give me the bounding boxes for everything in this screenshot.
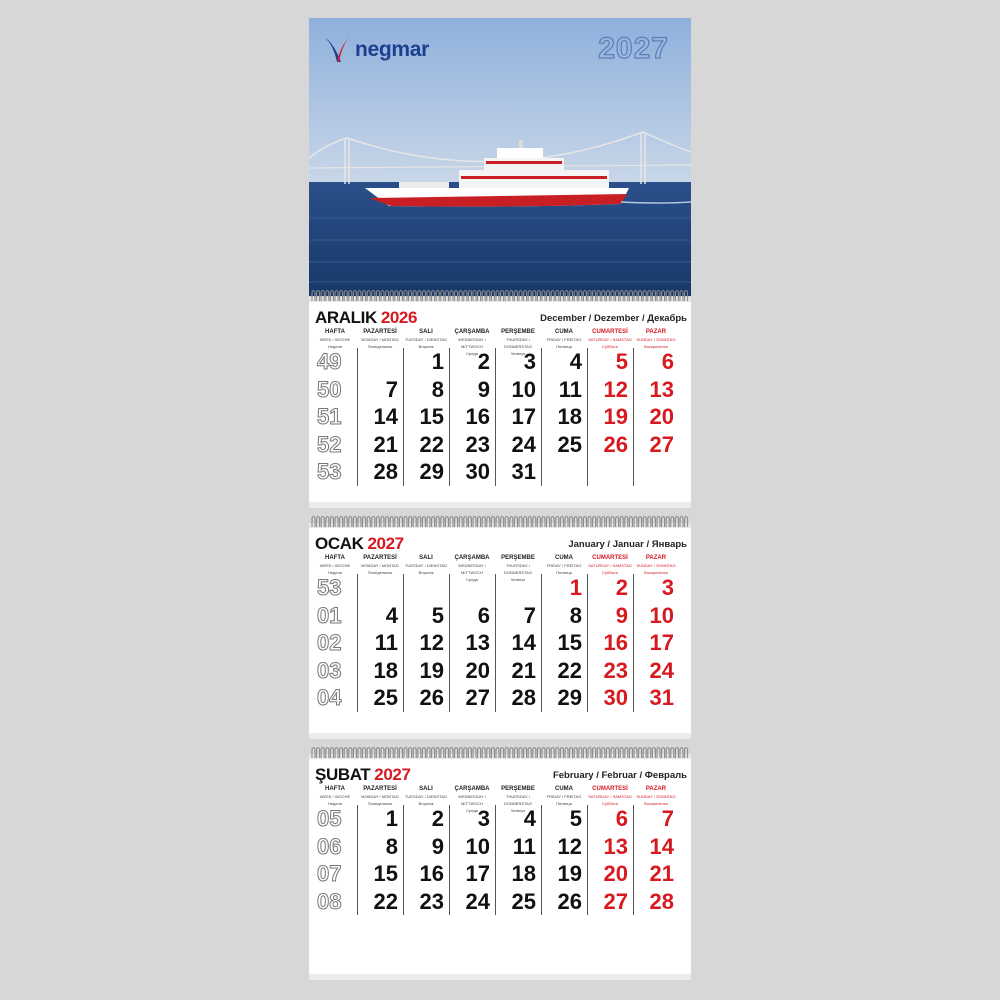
- wall-calendar: [309, 18, 691, 984]
- month-translations: February / Februar / Февраль: [552, 770, 687, 781]
- day-cell: 17: [449, 860, 495, 888]
- day-cell: [449, 574, 495, 602]
- weekday-tr: CUMARTESİ: [592, 786, 628, 792]
- day-cell: 22: [541, 657, 587, 685]
- weekday-tr: CUMA: [555, 329, 573, 335]
- week-row: [313, 348, 687, 376]
- day-cell: 20: [587, 860, 633, 888]
- weekday-header: [541, 328, 587, 348]
- weekday-tr: SALI: [419, 329, 433, 335]
- day-cell: 9: [449, 376, 495, 404]
- day-cell: 8: [357, 833, 403, 861]
- weekday-en: WEDNESDAY / MITTWOCH: [458, 337, 486, 349]
- weekday-header: [313, 554, 357, 574]
- day-cell: 8: [403, 376, 449, 404]
- day-cell: 16: [449, 403, 495, 431]
- day-cell: 5: [541, 805, 587, 833]
- day-cell: 7: [633, 805, 679, 833]
- week-number: 52: [317, 431, 342, 457]
- week-row: [313, 629, 687, 657]
- day-cell: 22: [403, 431, 449, 459]
- weekday-tr: SALI: [419, 786, 433, 792]
- brand-name: negmar: [355, 38, 430, 61]
- week-row: [313, 431, 687, 459]
- weekday-tr: HAFTA: [325, 786, 345, 792]
- day-cell: 12: [403, 629, 449, 657]
- weekday-header: [541, 785, 587, 805]
- day-cell: 6: [633, 348, 679, 376]
- weekday-tr: PAZARTESİ: [363, 329, 397, 335]
- weekday-tr: PERŞEMBE: [501, 329, 535, 335]
- weekday-header: [357, 554, 403, 574]
- week-row: [313, 574, 687, 602]
- month-grid: [313, 328, 687, 486]
- weekday-header: [495, 785, 541, 813]
- day-cell: 16: [587, 629, 633, 657]
- day-cell: 29: [403, 458, 449, 486]
- brand-logo: [323, 34, 429, 66]
- weekday-ru: Понедельник: [367, 570, 393, 575]
- week-number: 51: [317, 404, 342, 429]
- day-cell: 4: [541, 348, 587, 376]
- day-cell: [495, 574, 541, 602]
- day-cell: 20: [449, 657, 495, 685]
- weekday-header: [403, 328, 449, 348]
- day-cell: 19: [541, 860, 587, 888]
- week-number: 49: [317, 349, 342, 374]
- weekday-en: THURSDAY / DONNERSTAG: [504, 337, 532, 349]
- header-year: 2027: [598, 32, 669, 65]
- day-cell: 10: [449, 833, 495, 861]
- weekday-ru: Среда: [466, 351, 478, 356]
- week-number: 02: [317, 630, 342, 655]
- day-cell: 18: [357, 657, 403, 685]
- day-cell: 12: [587, 376, 633, 404]
- day-cell: 17: [633, 629, 679, 657]
- day-cell: 5: [403, 602, 449, 630]
- week-row: [313, 602, 687, 630]
- month-title: [315, 308, 417, 328]
- panel-edge: [309, 733, 691, 739]
- day-cell: 2: [403, 805, 449, 833]
- day-cell: 26: [587, 431, 633, 459]
- weekday-header: [313, 785, 357, 805]
- day-cell: 21: [495, 657, 541, 685]
- day-cell: 26: [403, 684, 449, 712]
- week-number: 03: [317, 657, 342, 683]
- day-cell: 6: [449, 602, 495, 630]
- week-number: 53: [317, 575, 342, 600]
- weekday-header: [357, 785, 403, 805]
- day-cell: 1: [357, 805, 403, 833]
- weekday-tr: CUMA: [555, 555, 573, 561]
- day-cell: 23: [403, 888, 449, 916]
- day-cell: 27: [587, 888, 633, 916]
- weekday-en: TUESDAY / DIENSTAG: [404, 337, 447, 342]
- week-row: [313, 684, 687, 712]
- weekday-header: [495, 554, 541, 582]
- week-number: 04: [317, 685, 342, 710]
- day-cell: 23: [587, 657, 633, 685]
- day-cell: 14: [357, 403, 403, 431]
- day-cell: [541, 458, 587, 486]
- day-cell: 15: [403, 403, 449, 431]
- week-number: 50: [317, 376, 342, 402]
- day-cell: 14: [633, 833, 679, 861]
- weekday-ru: Среда: [466, 577, 478, 582]
- week-number: 01: [317, 602, 342, 628]
- day-cell: 21: [633, 860, 679, 888]
- day-cell: 13: [449, 629, 495, 657]
- spiral-binding: [309, 515, 691, 529]
- day-cell: 10: [495, 376, 541, 404]
- day-cell: 6: [587, 805, 633, 833]
- week-row: [313, 888, 687, 916]
- week-row: [313, 657, 687, 685]
- weekday-tr: CUMARTESİ: [592, 329, 628, 335]
- day-cell: 15: [541, 629, 587, 657]
- weekday-header: [633, 328, 679, 348]
- weekday-tr: PAZARTESİ: [363, 786, 397, 792]
- weekday-ru: Пятница: [556, 801, 572, 806]
- day-cell: 23: [449, 431, 495, 459]
- weekday-en: FRIDAY / FREITAG: [546, 337, 582, 342]
- day-cell: 18: [541, 403, 587, 431]
- month-year: 2027: [367, 534, 404, 553]
- weekday-tr: ÇARŞAMBA: [454, 555, 490, 561]
- day-cell: 26: [541, 888, 587, 916]
- weekday-en: WEDNESDAY / MITTWOCH: [458, 794, 486, 806]
- weekday-tr: PAZARTESİ: [363, 555, 397, 561]
- day-cell: [357, 574, 403, 602]
- day-cell: 18: [495, 860, 541, 888]
- spiral-binding: [309, 746, 691, 760]
- day-cell: 1: [403, 348, 449, 376]
- panel-edge: [309, 974, 691, 980]
- week-row: [313, 403, 687, 431]
- weekday-tr: ÇARŞAMBA: [454, 329, 490, 335]
- day-cell: 11: [357, 629, 403, 657]
- day-cell: 4: [495, 805, 541, 833]
- weekday-en: FRIDAY / FREITAG: [546, 794, 582, 799]
- day-cell: 24: [495, 431, 541, 459]
- weekday-en: MONDAY / MONTAG: [361, 563, 399, 568]
- day-cell: 21: [357, 431, 403, 459]
- weekday-en: SUNDAY / SONNTAG: [636, 794, 676, 799]
- v-swoosh-icon: [323, 34, 353, 66]
- weekday-tr: PAZAR: [645, 555, 667, 561]
- month-grid: [313, 554, 687, 712]
- day-cell: 25: [541, 431, 587, 459]
- day-cell: 5: [587, 348, 633, 376]
- day-cell: 27: [449, 684, 495, 712]
- month-translations: December / Dezember / Декабрь: [540, 313, 687, 324]
- spiral-binding: [309, 289, 691, 303]
- week-row: [313, 376, 687, 404]
- day-cell: 19: [403, 657, 449, 685]
- day-cell: 1: [541, 574, 587, 602]
- weekday-ru: Суббота: [602, 570, 618, 575]
- weekday-ru: Воскресенье: [644, 570, 668, 575]
- day-cell: 3: [449, 805, 495, 833]
- weekday-header: [587, 554, 633, 574]
- weekday-ru: Четверг: [510, 577, 526, 582]
- weekday-tr: PERŞEMBE: [501, 786, 535, 792]
- month-panel-2: [309, 528, 691, 733]
- day-cell: 31: [495, 458, 541, 486]
- weekday-ru: Пятница: [556, 344, 572, 349]
- weekday-ru: Вторник: [418, 801, 434, 806]
- day-cell: 8: [541, 602, 587, 630]
- weekday-tr: ÇARŞAMBA: [454, 786, 490, 792]
- day-cell: 24: [633, 657, 679, 685]
- weekday-en: WEDNESDAY / MITTWOCH: [458, 563, 486, 575]
- day-cell: 3: [633, 574, 679, 602]
- weekday-header: [495, 328, 541, 356]
- weekday-en: FRIDAY / FREITAG: [546, 563, 582, 568]
- week-number: 05: [317, 806, 342, 831]
- month-grid: [313, 785, 687, 915]
- weekday-tr: HAFTA: [325, 329, 345, 335]
- weekday-ru: Вторник: [418, 344, 434, 349]
- weekday-en: SATURDAY / SAMSTAG: [588, 563, 632, 568]
- weekday-en: TUESDAY / DIENSTAG: [404, 563, 447, 568]
- day-cell: 28: [357, 458, 403, 486]
- weekday-header-row: [313, 328, 687, 356]
- weekday-ru: Суббота: [602, 344, 618, 349]
- weekday-ru: Четверг: [510, 351, 526, 356]
- week-number: 08: [317, 888, 342, 914]
- day-cell: 2: [587, 574, 633, 602]
- weekday-header: [541, 554, 587, 574]
- day-cell: [633, 458, 679, 486]
- day-cell: 2: [449, 348, 495, 376]
- day-cell: [357, 348, 403, 376]
- weekday-header: [633, 785, 679, 805]
- weekday-en: SATURDAY / SAMSTAG: [588, 794, 632, 799]
- weekday-ru: Понедельник: [367, 344, 393, 349]
- month-title: [315, 765, 411, 785]
- weekday-header-row: [313, 785, 687, 813]
- weekday-header-row: [313, 554, 687, 582]
- week-row: [313, 805, 687, 833]
- month-panel-3: [309, 759, 691, 974]
- weekday-en: SATURDAY / SAMSTAG: [588, 337, 632, 342]
- week-row: [313, 833, 687, 861]
- day-cell: 3: [495, 348, 541, 376]
- weekday-en: TUESDAY / DIENSTAG: [404, 794, 447, 799]
- weekday-tr: PAZAR: [645, 786, 667, 792]
- weekday-en: SUNDAY / SONNTAG: [636, 337, 676, 342]
- month-translations: January / Januar / Январь: [568, 539, 687, 550]
- weekday-tr: PAZAR: [645, 329, 667, 335]
- weekday-header: [313, 328, 357, 348]
- day-cell: 9: [403, 833, 449, 861]
- weekday-ru: Вторник: [418, 570, 434, 575]
- month-year: 2026: [380, 308, 418, 327]
- weekday-en: MONDAY / MONTAG: [361, 337, 399, 342]
- day-cell: 31: [633, 684, 679, 712]
- day-cell: 22: [357, 888, 403, 916]
- week-number: 06: [317, 833, 342, 859]
- weekday-tr: SALI: [419, 555, 433, 561]
- weekday-ru: Понедельник: [367, 801, 393, 806]
- weekday-header: [357, 328, 403, 348]
- weekday-en: WEEK / WOCHE: [319, 794, 351, 799]
- day-cell: 28: [495, 684, 541, 712]
- day-cell: [587, 458, 633, 486]
- day-cell: 17: [495, 403, 541, 431]
- day-cell: 20: [633, 403, 679, 431]
- day-cell: 10: [633, 602, 679, 630]
- weekday-ru: Среда: [466, 808, 478, 813]
- month-name: OCAK: [315, 534, 364, 553]
- weekday-en: MONDAY / MONTAG: [361, 794, 399, 799]
- week-number: 07: [317, 861, 342, 886]
- day-cell: 11: [495, 833, 541, 861]
- weekday-ru: Неделя: [328, 801, 342, 806]
- weekday-header: [449, 328, 495, 356]
- month-name: ŞUBAT: [315, 765, 371, 784]
- weekday-en: SUNDAY / SONNTAG: [636, 563, 676, 568]
- day-cell: 9: [587, 602, 633, 630]
- day-cell: [403, 574, 449, 602]
- day-cell: 25: [357, 684, 403, 712]
- month-panel-1: [309, 302, 691, 502]
- day-cell: 30: [449, 458, 495, 486]
- month-year: 2027: [374, 765, 411, 784]
- weekday-tr: HAFTA: [325, 555, 345, 561]
- weekday-header: [403, 554, 449, 574]
- day-cell: 13: [633, 376, 679, 404]
- day-cell: 7: [357, 376, 403, 404]
- weekday-ru: Неделя: [328, 570, 342, 575]
- weekday-en: WEEK / WOCHE: [319, 563, 351, 568]
- weekday-ru: Воскресенье: [644, 801, 668, 806]
- panel-edge: [309, 502, 691, 508]
- weekday-header: [449, 785, 495, 813]
- weekday-tr: PERŞEMBE: [501, 555, 535, 561]
- weekday-header: [449, 554, 495, 582]
- day-cell: 12: [541, 833, 587, 861]
- weekday-header: [587, 785, 633, 805]
- weekday-en: WEEK / WOCHE: [319, 337, 351, 342]
- week-row: [313, 860, 687, 888]
- day-cell: 27: [633, 431, 679, 459]
- weekday-en: THURSDAY / DONNERSTAG: [504, 794, 532, 806]
- weekday-ru: Четверг: [510, 808, 526, 813]
- month-title: [315, 534, 404, 554]
- day-cell: 19: [587, 403, 633, 431]
- weekday-en: THURSDAY / DONNERSTAG: [504, 563, 532, 575]
- day-cell: 15: [357, 860, 403, 888]
- day-cell: 24: [449, 888, 495, 916]
- weekday-tr: CUMA: [555, 786, 573, 792]
- weekday-ru: Воскресенье: [644, 344, 668, 349]
- weekday-header: [587, 328, 633, 348]
- day-cell: 29: [541, 684, 587, 712]
- day-cell: 7: [495, 602, 541, 630]
- weekday-ru: Пятница: [556, 570, 572, 575]
- day-cell: 25: [495, 888, 541, 916]
- week-row: [313, 458, 687, 486]
- weekday-ru: Неделя: [328, 344, 342, 349]
- day-cell: 11: [541, 376, 587, 404]
- day-cell: 28: [633, 888, 679, 916]
- month-name: ARALIK: [315, 308, 377, 327]
- day-cell: 14: [495, 629, 541, 657]
- day-cell: 30: [587, 684, 633, 712]
- day-cell: 4: [357, 602, 403, 630]
- header-photo: [309, 18, 691, 296]
- weekday-header: [403, 785, 449, 805]
- week-number: 53: [317, 459, 342, 484]
- day-cell: 13: [587, 833, 633, 861]
- day-cell: 16: [403, 860, 449, 888]
- weekday-tr: CUMARTESİ: [592, 555, 628, 561]
- weekday-header: [633, 554, 679, 574]
- weekday-ru: Суббота: [602, 801, 618, 806]
